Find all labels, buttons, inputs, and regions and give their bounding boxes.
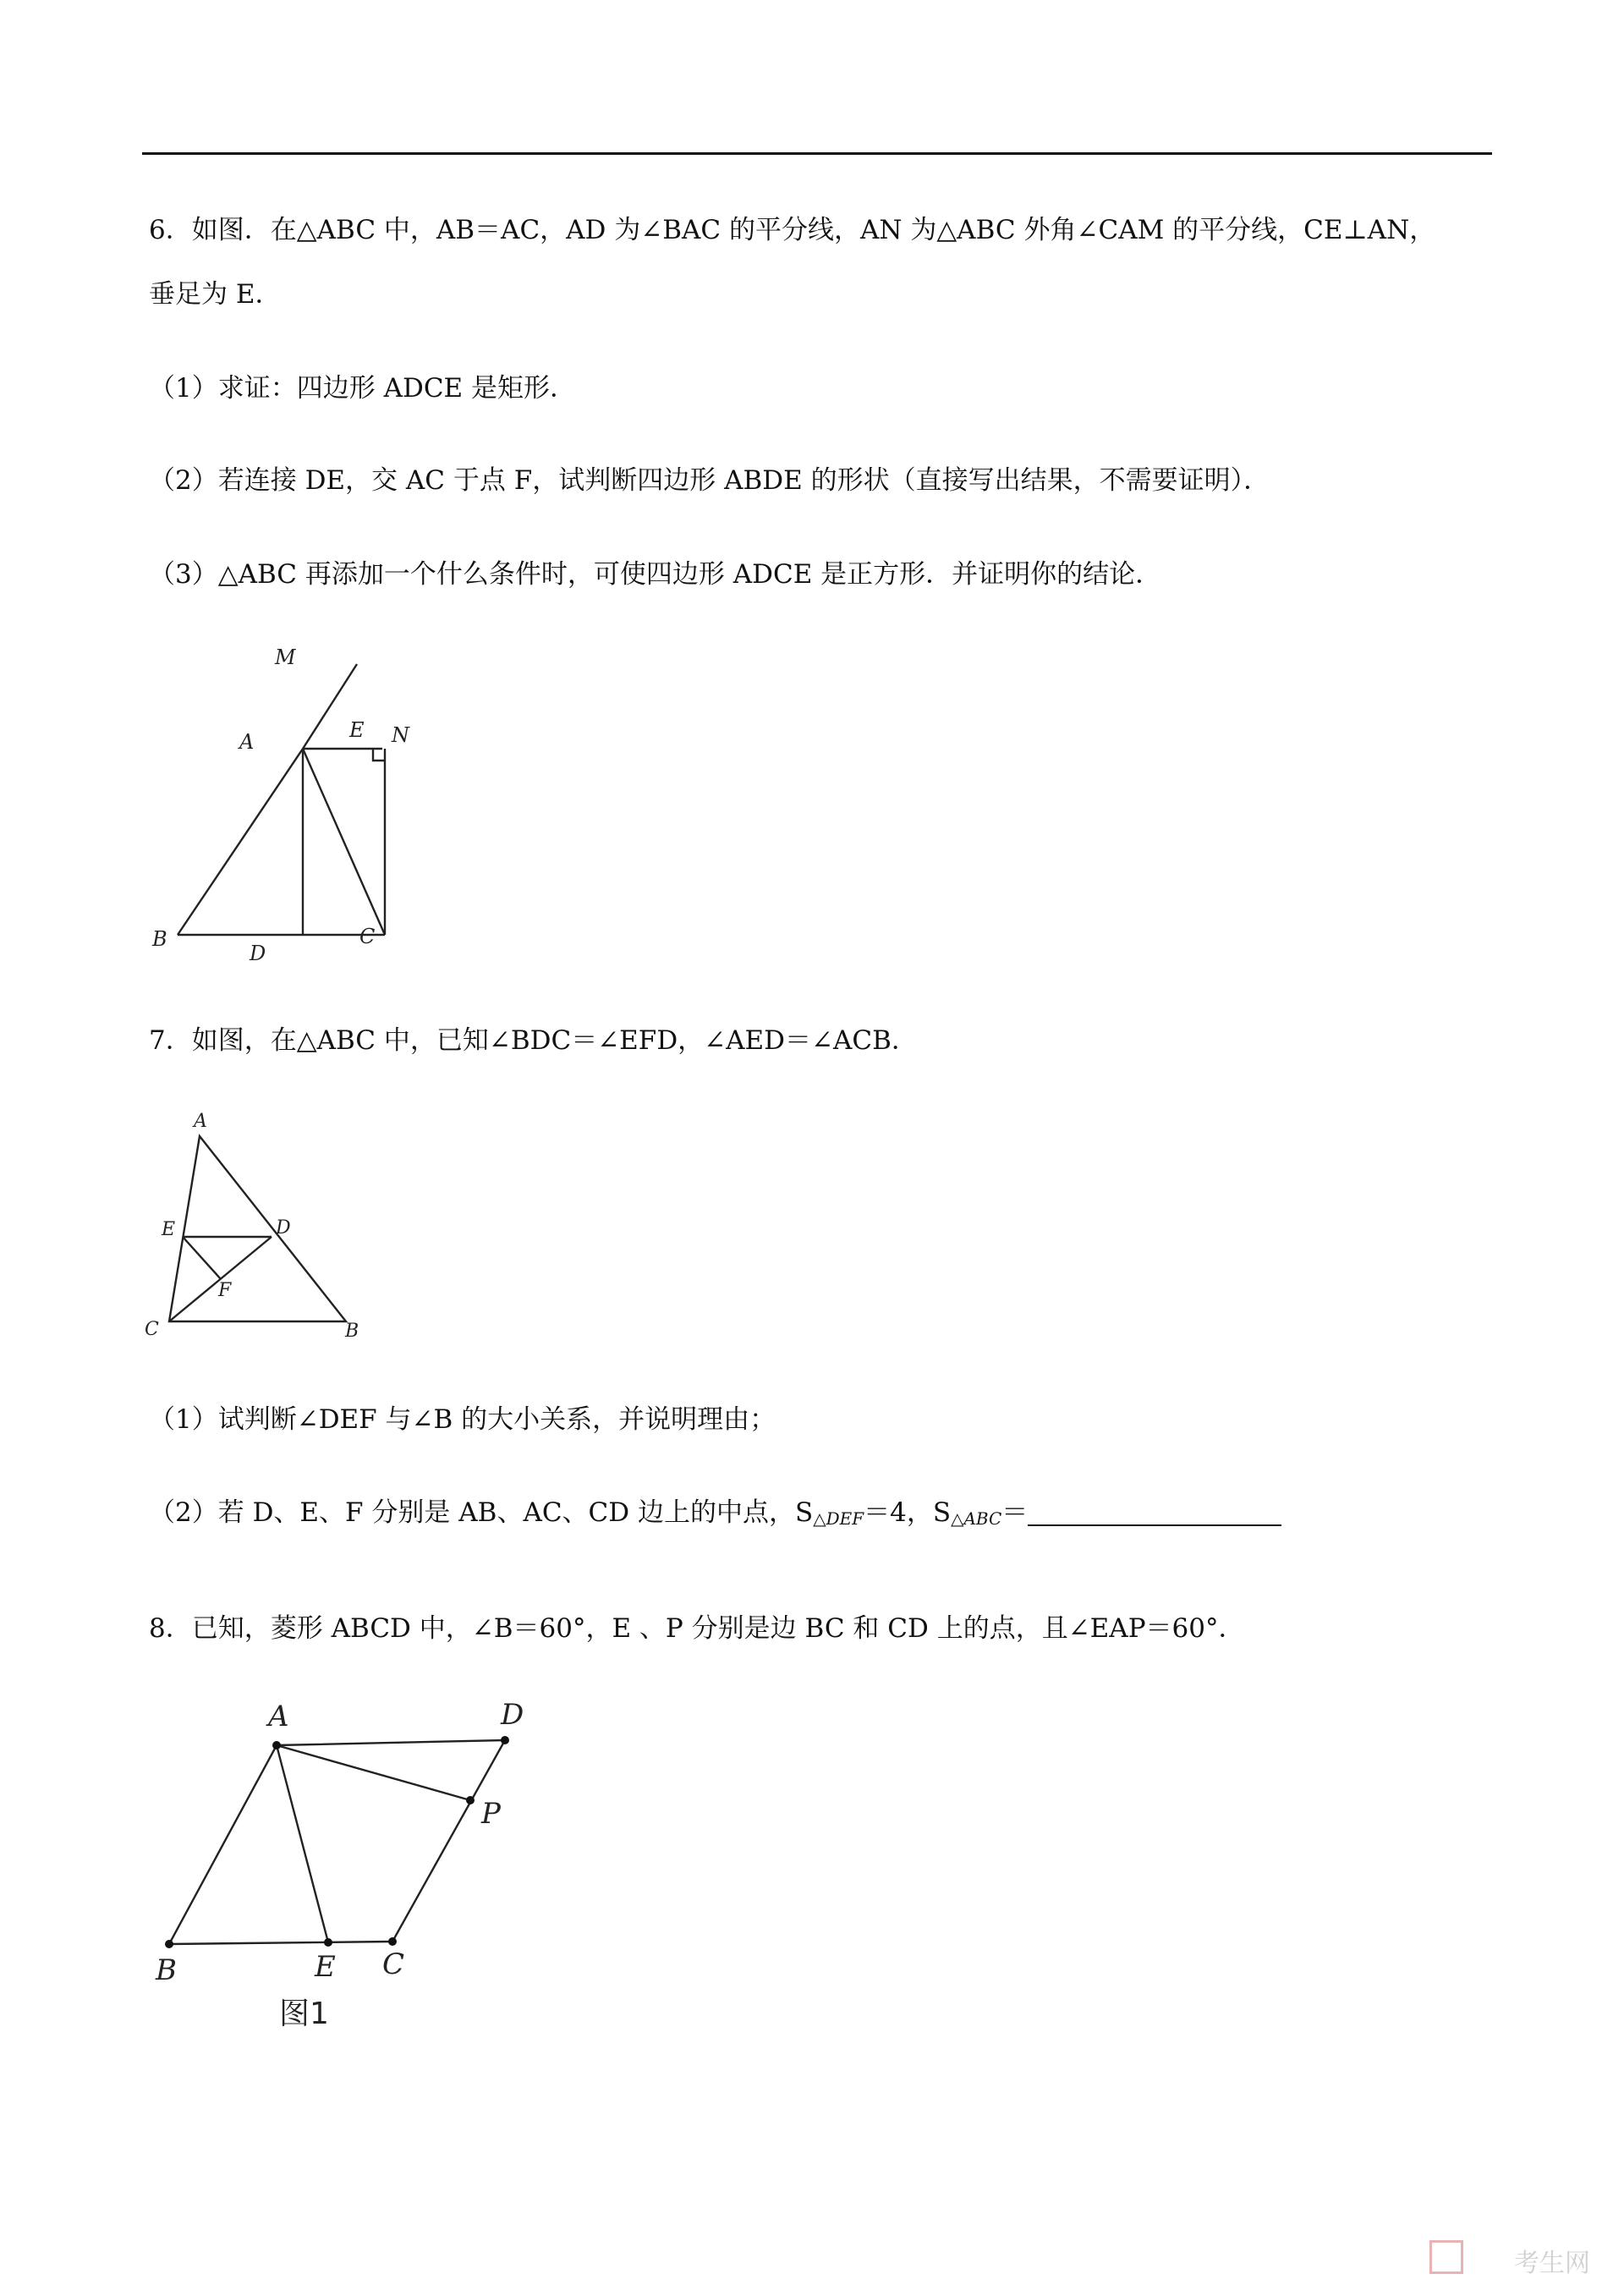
q8-point-C (388, 1937, 397, 1946)
q7-answer-blank (1028, 1499, 1281, 1526)
q6-part3: （3）△ABC 再添加一个什么条件时，可使四边形 ADCE 是正方形．并证明你的结论． (149, 559, 1162, 590)
q8-label-E: E (315, 1950, 336, 1984)
q6-segment-AC (303, 749, 385, 935)
q8-stem: 8．已知，菱形 ABCD 中，∠B＝60°，E 、P 分别是边 BC 和 CD 上的点，且∠EAP＝60°． (149, 1613, 1245, 1644)
q7-figure (140, 1100, 376, 1354)
q6-stem-line2: 垂足为 E． (149, 279, 282, 310)
q6-label-D: D (250, 942, 266, 965)
q6-label-C: C (359, 925, 376, 948)
q8-segment-AP (277, 1745, 470, 1800)
q8-label-C: C (382, 1947, 405, 1981)
q7-label-A: A (194, 1111, 207, 1132)
q8-rhombus-ABCD (169, 1740, 505, 1944)
q6-label-E: E (349, 718, 365, 742)
q7-segment-EF (183, 1237, 221, 1279)
q7-part2-sub-def: △DEF (813, 1508, 864, 1529)
q6-label-N: N (392, 723, 409, 747)
q7-label-D: D (276, 1217, 291, 1239)
q8-segment-AE (277, 1745, 328, 1942)
q7-part2-sub-abc: △ABC (951, 1508, 1002, 1529)
q6-label-M: M (275, 645, 296, 669)
watermark-text: 考生网 (1514, 2249, 1590, 2278)
q7-part2-mid: ＝4，S (864, 1497, 952, 1528)
q7-label-B: B (345, 1321, 359, 1342)
q6-figure (144, 643, 431, 964)
q7-part2 (149, 1496, 1281, 1535)
q6-stem-text: 如图．在△ABC 中，AB＝AC，AD 为∠BAC 的平分线，AN 为△ABC 外角∠CAM 的平分线，CE⊥AN， (191, 215, 1436, 245)
q8-figure (144, 1692, 550, 2047)
q7-part2-suffix: ＝ (1001, 1497, 1029, 1528)
header-rule (142, 152, 1492, 155)
q6-part1: （1）求证：四边形 ADCE 是矩形． (149, 373, 577, 404)
q6-part2: （2）若连接 DE，交 AC 于点 F，试判断四边形 ABDE 的形状（直接写出结果，不需要证明）． (149, 465, 1270, 496)
q6-segment-BA (178, 749, 303, 935)
q7-part2-prefix: （2）若 D、E、F 分别是 AB、AC、CD 边上的中点，S (149, 1497, 814, 1528)
q7-part1: （1）试判断∠DEF 与∠B 的大小关系，并说明理由； (149, 1404, 776, 1435)
q6-right-angle-mark (373, 749, 385, 761)
q6-label-B: B (152, 927, 167, 951)
q8-point-E (324, 1938, 332, 1947)
q8-label-P: P (481, 1797, 501, 1831)
q7-label-F: F (218, 1280, 232, 1301)
q6-stem-line1 (149, 213, 1435, 247)
q8-point-P (466, 1796, 475, 1804)
q6-number: 6． (149, 215, 192, 245)
q8-point-A (272, 1741, 281, 1749)
q8-label-A: A (268, 1700, 289, 1733)
q6-label-A: A (239, 730, 255, 754)
q8-point-D (501, 1736, 509, 1744)
q8-point-B (165, 1940, 173, 1948)
q8-caption: 图1 (279, 1997, 329, 2031)
q8-label-D: D (501, 1698, 524, 1732)
q7-label-C: C (145, 1319, 159, 1340)
q7-triangle-ABC (169, 1136, 346, 1321)
watermark-logo-icon (1429, 2240, 1463, 2274)
q7-stem: 7．如图，在△ABC 中，已知∠BDC＝∠EFD，∠AED＝∠ACB． (149, 1025, 918, 1056)
q7-label-E: E (162, 1219, 176, 1240)
q8-label-B: B (156, 1953, 177, 1987)
